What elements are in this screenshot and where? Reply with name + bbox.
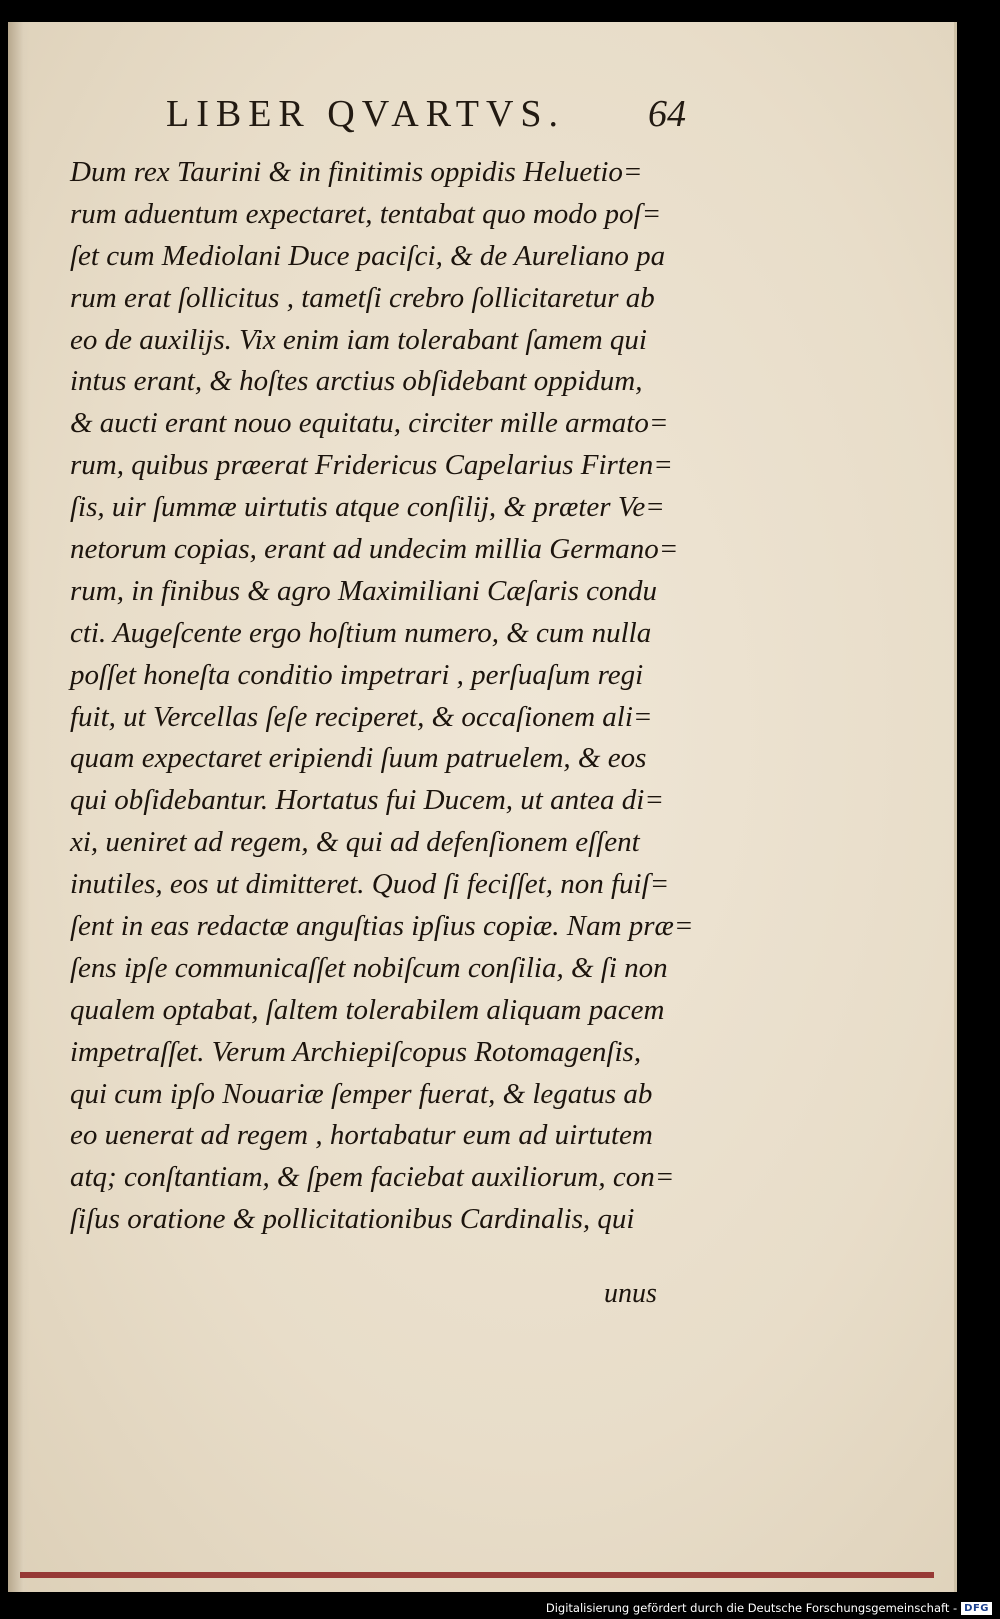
- catchword: unus: [604, 1278, 657, 1309]
- text-line: quam expectaret eripiendi ſuum patruelem, & eos: [70, 742, 647, 775]
- text-line: rum erat ſollicitus , tametſi crebro ſollicitaretur ab: [70, 281, 655, 314]
- text-line: ſens ipſe communicaſſet nobiſcum conſilia, & ſi non: [70, 951, 668, 984]
- text-line: & aucti erant nouo equitatu, circiter mille armato=: [70, 407, 669, 440]
- text-line: ſiſus oratione & pollicitationibus Cardinalis, qui: [70, 1203, 635, 1236]
- text-line: eo uenerat ad regem , hortabatur eum ad uirtutem: [70, 1119, 653, 1152]
- text-line: ſet cum Mediolani Duce paciſci, & de Aureliano pa: [70, 239, 666, 272]
- page-edge-red: [20, 1572, 934, 1578]
- book-page: [8, 22, 957, 1592]
- funding-credit: [546, 1601, 992, 1615]
- text-line: netorum copias, erant ad undecim millia Germano=: [70, 533, 679, 566]
- funding-credit-text: Digitalisierung gefördert durch die Deutsche Forschungsgemeinschaft -: [545, 1601, 958, 1615]
- dfg-logo: DFG: [961, 1602, 992, 1615]
- text-line: rum, quibus præerat Fridericus Capelarius Firten=: [70, 449, 673, 482]
- text-line: intus erant, & hoſtes arctius obſidebant oppidum,: [70, 365, 643, 398]
- text-line: fuit, ut Vercellas ſeſe reciperet, & occaſionem ali=: [70, 700, 653, 733]
- text-line: inutiles, eos ut dimitteret. Quod ſi feciſſet, non fuiſ=: [70, 868, 670, 901]
- page-gutter: [8, 22, 30, 1592]
- text-line: eo de auxilijs. Vix enim iam tolerabant ſamem qui: [70, 323, 647, 356]
- text-line: rum, in finibus & agro Maximiliani Cæſaris condu: [70, 574, 658, 607]
- text-line: ſis, uir ſummæ uirtutis atque conſilij, & præter Ve=: [70, 491, 665, 524]
- text-line: qui cum ipſo Nouariæ ſemper fuerat, & legatus ab: [70, 1077, 653, 1110]
- text-line: cti. Augeſcente ergo hoſtium numero, & cum nulla: [70, 616, 652, 649]
- text-line: qualem optabat, ſaltem tolerabilem aliquam pacem: [70, 993, 665, 1026]
- page-number: 64: [648, 93, 686, 135]
- text-line: Dum rex Taurini & in finitimis oppidis Heluetio=: [70, 156, 643, 188]
- text-line: poſſet honeſta conditio impetrari , perſuaſum regi: [70, 658, 644, 691]
- text-line: qui obſidebantur. Hortatus fui Ducem, ut antea di=: [70, 784, 664, 817]
- body-text: [70, 152, 730, 1241]
- text-line: atq; conſtantiam, & ſpem faciebat auxiliorum, con=: [70, 1161, 675, 1194]
- text-line: xi, ueniret ad regem, & qui ad defenſionem eſſent: [70, 826, 640, 859]
- text-line: rum aduentum expectaret, tentabat quo modo poſ=: [70, 197, 662, 230]
- text-line: ſent in eas redactæ anguſtias ipſius copiæ. Nam præ=: [70, 910, 694, 943]
- text-line: impetraſſet. Verum Archiepiſcopus Rotomagenſis,: [70, 1035, 642, 1068]
- page-header: [158, 84, 698, 144]
- running-head: LIBER QVARTVS.: [166, 93, 566, 135]
